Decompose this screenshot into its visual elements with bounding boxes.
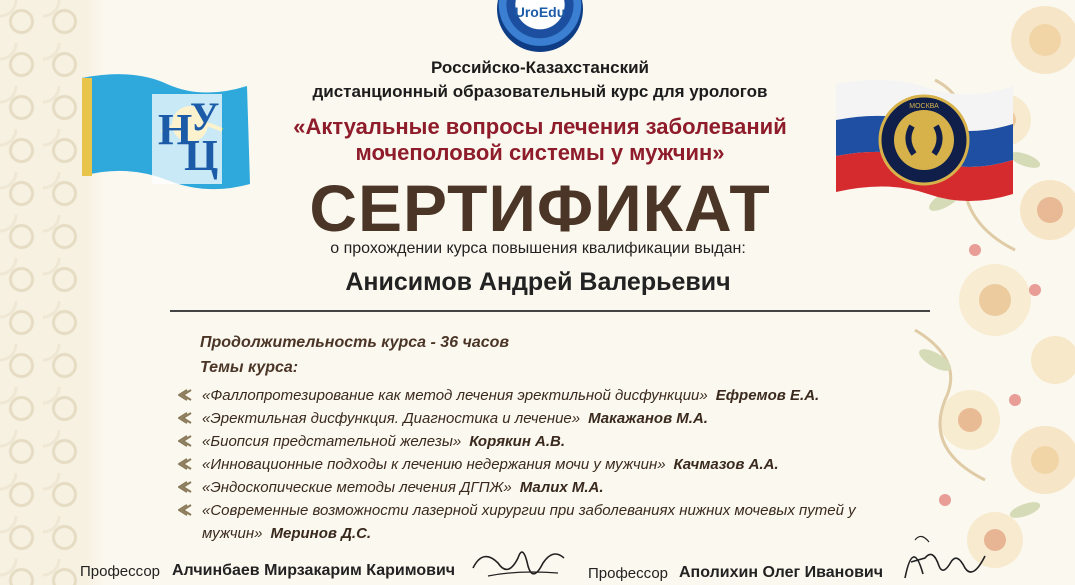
topic-title: «Инновационные подходы к лечению недержания мочи у мужчин»	[202, 456, 666, 473]
topic-author: Корякин А.В.	[469, 433, 566, 450]
signatory-1-role: Профессор	[80, 563, 161, 580]
signatory-2-role: Профессор	[588, 565, 669, 582]
svg-text:У: У	[190, 94, 220, 139]
uroedu-logo	[497, 0, 583, 52]
russia-flag-emblem	[828, 74, 1018, 204]
topic-item	[178, 453, 908, 476]
svg-text:МОСКВА: МОСКВА	[909, 103, 939, 110]
topic-author: Качмазов А.А.	[673, 456, 779, 473]
header-line-1: Российско-Казахстанский	[431, 58, 649, 77]
topic-author: Малих М.А.	[519, 479, 604, 496]
topic-item	[178, 430, 908, 453]
issued-text: о прохождении курса повышения квалификации выдан:	[330, 240, 746, 257]
topic-author: Макажанов М.А.	[588, 410, 708, 427]
ornament-bullet-icon	[178, 435, 192, 447]
divider	[170, 310, 930, 312]
topic-item	[178, 407, 908, 430]
topic-title: «Эректильная дисфункция. Диагностика и лечение»	[202, 410, 581, 427]
topics-label: Темы курса:	[200, 359, 299, 376]
certificate-title: СЕРТИФИКАТ	[309, 171, 771, 245]
ornament-bullet-icon	[178, 412, 192, 424]
header-line-2: дистанционный образовательный курс для урологов	[312, 82, 768, 101]
topic-item	[178, 476, 908, 499]
svg-text:Н: Н	[158, 105, 193, 154]
topic-author: Ефремов Е.А.	[715, 387, 820, 404]
course-title-line-2: мочеполовой системы у мужчин»	[355, 140, 725, 165]
topics-list	[178, 384, 908, 545]
recipient-name: Анисимов Андрей Валерьевич	[345, 268, 731, 296]
topic-title: «Фаллопротезирование как метод лечения эректильной дисфункции»	[202, 387, 708, 404]
signatory-2-name: Аполихин Олег Иванович	[679, 564, 884, 581]
topic-title: «Биопсия предстательной железы»	[202, 433, 462, 450]
topic-author: Меринов Д.С.	[270, 525, 372, 542]
signature-1	[468, 528, 568, 585]
course-duration: Продолжительность курса - 36 часов	[200, 334, 510, 351]
topic-title: «Современные возможности лазерной хирургии при заболеваниях нижних мочевых путей у мужчин»	[202, 502, 856, 542]
signatory-1-name: Алчинбаев Мирзакарим Каримович	[172, 562, 456, 579]
ornament-bullet-icon	[178, 481, 192, 493]
topic-item	[178, 384, 908, 407]
course-title	[250, 114, 830, 166]
svg-text:Ц: Ц	[184, 131, 219, 180]
kazakhstan-flag-emblem	[72, 72, 254, 194]
ornament-bullet-icon	[178, 458, 192, 470]
logo-text: UroEdu	[514, 4, 566, 20]
course-title-line-1: «Актуальные вопросы лечения заболеваний	[293, 114, 787, 139]
ornament-bullet-icon	[178, 389, 192, 401]
topic-title: «Эндоскопические методы лечения ДГПЖ»	[202, 479, 512, 496]
signature-2	[895, 528, 995, 585]
ornament-bullet-icon	[178, 504, 192, 516]
